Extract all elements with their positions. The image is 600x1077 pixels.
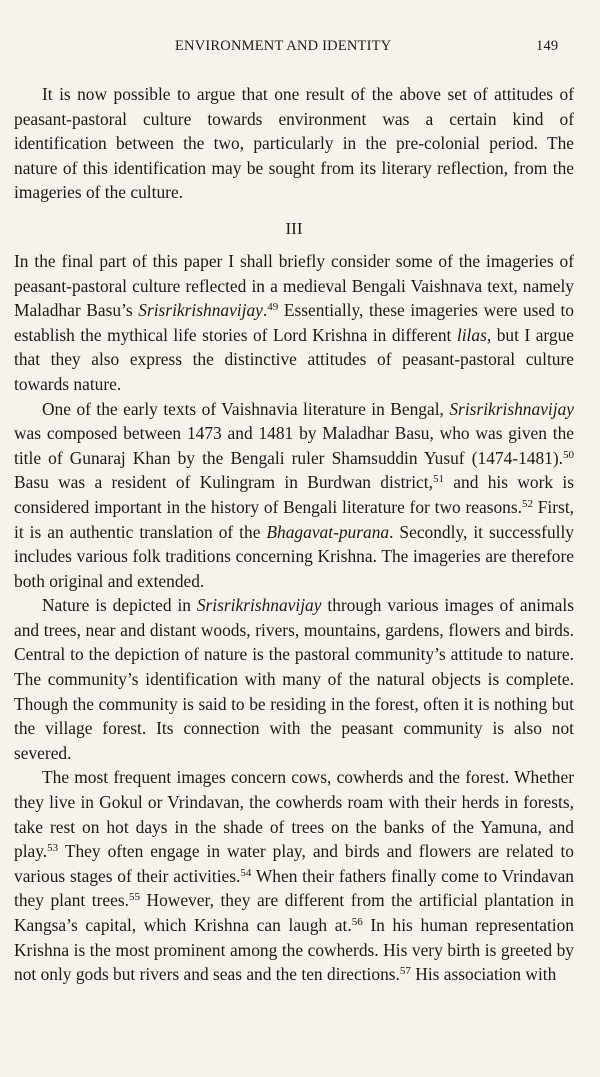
footnote-ref: 50 bbox=[563, 448, 574, 461]
text-run: However, they are different from the artificial plantation in Kangsa’s capital, which Krishna can laugh at. bbox=[14, 890, 574, 935]
text-run: Essentially, these imageries were used to establish the mythical life stories of Lord Krishna in different bbox=[14, 300, 574, 345]
text-run: through various images of animals and trees, near and distant woods, rivers, mountains, gardens, flowers and birds. Central to the depiction of nature is the pastoral community’s attitude to nature. The community’s identification with many of the natural objects is complete. Though the community is said to be residing in the forest, often it is nothing but the village forest. Its connection with the peasant community is also not severed. bbox=[14, 595, 574, 763]
text-run: Nature is depicted in bbox=[42, 595, 197, 616]
text-run: . Secondly, it successfully includes various folk traditions concerning Krishna. The imageries are therefore both original and extended. bbox=[14, 521, 574, 591]
page-body bbox=[14, 82, 574, 987]
text-run: In his human representation Krishna is the most prominent among the cowherds. His very birth is greeted by not only gods but rivers and seas and the ten directions. bbox=[14, 915, 574, 985]
text-run: One of the early texts of Vaishnavia literature in Bengal, bbox=[42, 398, 450, 419]
text-run: Basu was a resident of Kulingram in Burdwan district, bbox=[14, 472, 433, 493]
text-run: , but I argue that they also express the distinctive attitudes of peasant-pastoral culture towards nature. bbox=[14, 324, 575, 394]
paragraph-3 bbox=[14, 397, 574, 594]
paragraph-2 bbox=[14, 249, 574, 397]
italic-title: Srisrikrishnavijay bbox=[196, 595, 322, 616]
text-run: It is now possible to argue that one result of the above set of attitudes of peasant-pastoral culture towards environment was a certain kind of identification between the two, particularly in the pre-colonial period. The nature of this identification may be sought from its literary reflection, from the imageries of the culture. bbox=[14, 84, 574, 203]
footnote-ref: 57 bbox=[399, 965, 411, 978]
paragraph-4 bbox=[14, 593, 574, 765]
footnote-ref: 51 bbox=[432, 473, 444, 486]
footnote-ref: 55 bbox=[128, 891, 140, 904]
page-number: 149 bbox=[536, 38, 559, 54]
footnote-ref: 49 bbox=[267, 301, 279, 314]
text-run: was composed between 1473 and 1481 by Maladhar Basu, who was given the title of Gunaraj Khan by the Bengali ruler Shamsuddin Yusuf (1474-1481). bbox=[14, 423, 574, 468]
paragraph-1 bbox=[14, 82, 574, 205]
footnote-ref: 53 bbox=[47, 842, 59, 855]
text-run: In the final part of this paper I shall briefly consider some of the imageries of peasant-pastoral culture reflected in a medieval Bengali Vaishnava text, namely Maladhar Basu’s bbox=[14, 250, 574, 321]
italic-title: Srisrikrishnavijay bbox=[138, 300, 263, 321]
text-run: His association with bbox=[410, 964, 557, 985]
section-heading: III bbox=[285, 218, 303, 238]
text-run: The most frequent images concern cows, cowherds and the forest. Whether they live in Gokul or Vrindavan, the cowherds roam with their herds in forests, take rest on hot days in the shade of trees on the banks of the Yamuna, and play. bbox=[14, 767, 574, 862]
italic-title: lilas bbox=[456, 324, 487, 345]
italic-title: Bhagavat-purana bbox=[266, 521, 390, 542]
footnote-ref: 54 bbox=[240, 866, 252, 879]
running-head-title: ENVIRONMENT AND IDENTITY bbox=[175, 38, 392, 54]
footnote-ref: 56 bbox=[351, 916, 363, 928]
text-run: and his work is considered important in the history of Bengali literature for two reasons. bbox=[14, 472, 574, 517]
text-run: . bbox=[262, 300, 268, 321]
text-run: When their fathers finally come to Vrindavan they plant trees. bbox=[14, 865, 574, 911]
text-run: First, it is an authentic translation of the bbox=[14, 496, 575, 542]
italic-title: Srisrikrishnavijay bbox=[449, 398, 574, 419]
paragraph-5 bbox=[14, 765, 574, 986]
text-run: They often engage in water play, and birds and flowers are related to various stages of their activities. bbox=[14, 841, 574, 886]
footnote-ref: 52 bbox=[521, 497, 533, 510]
